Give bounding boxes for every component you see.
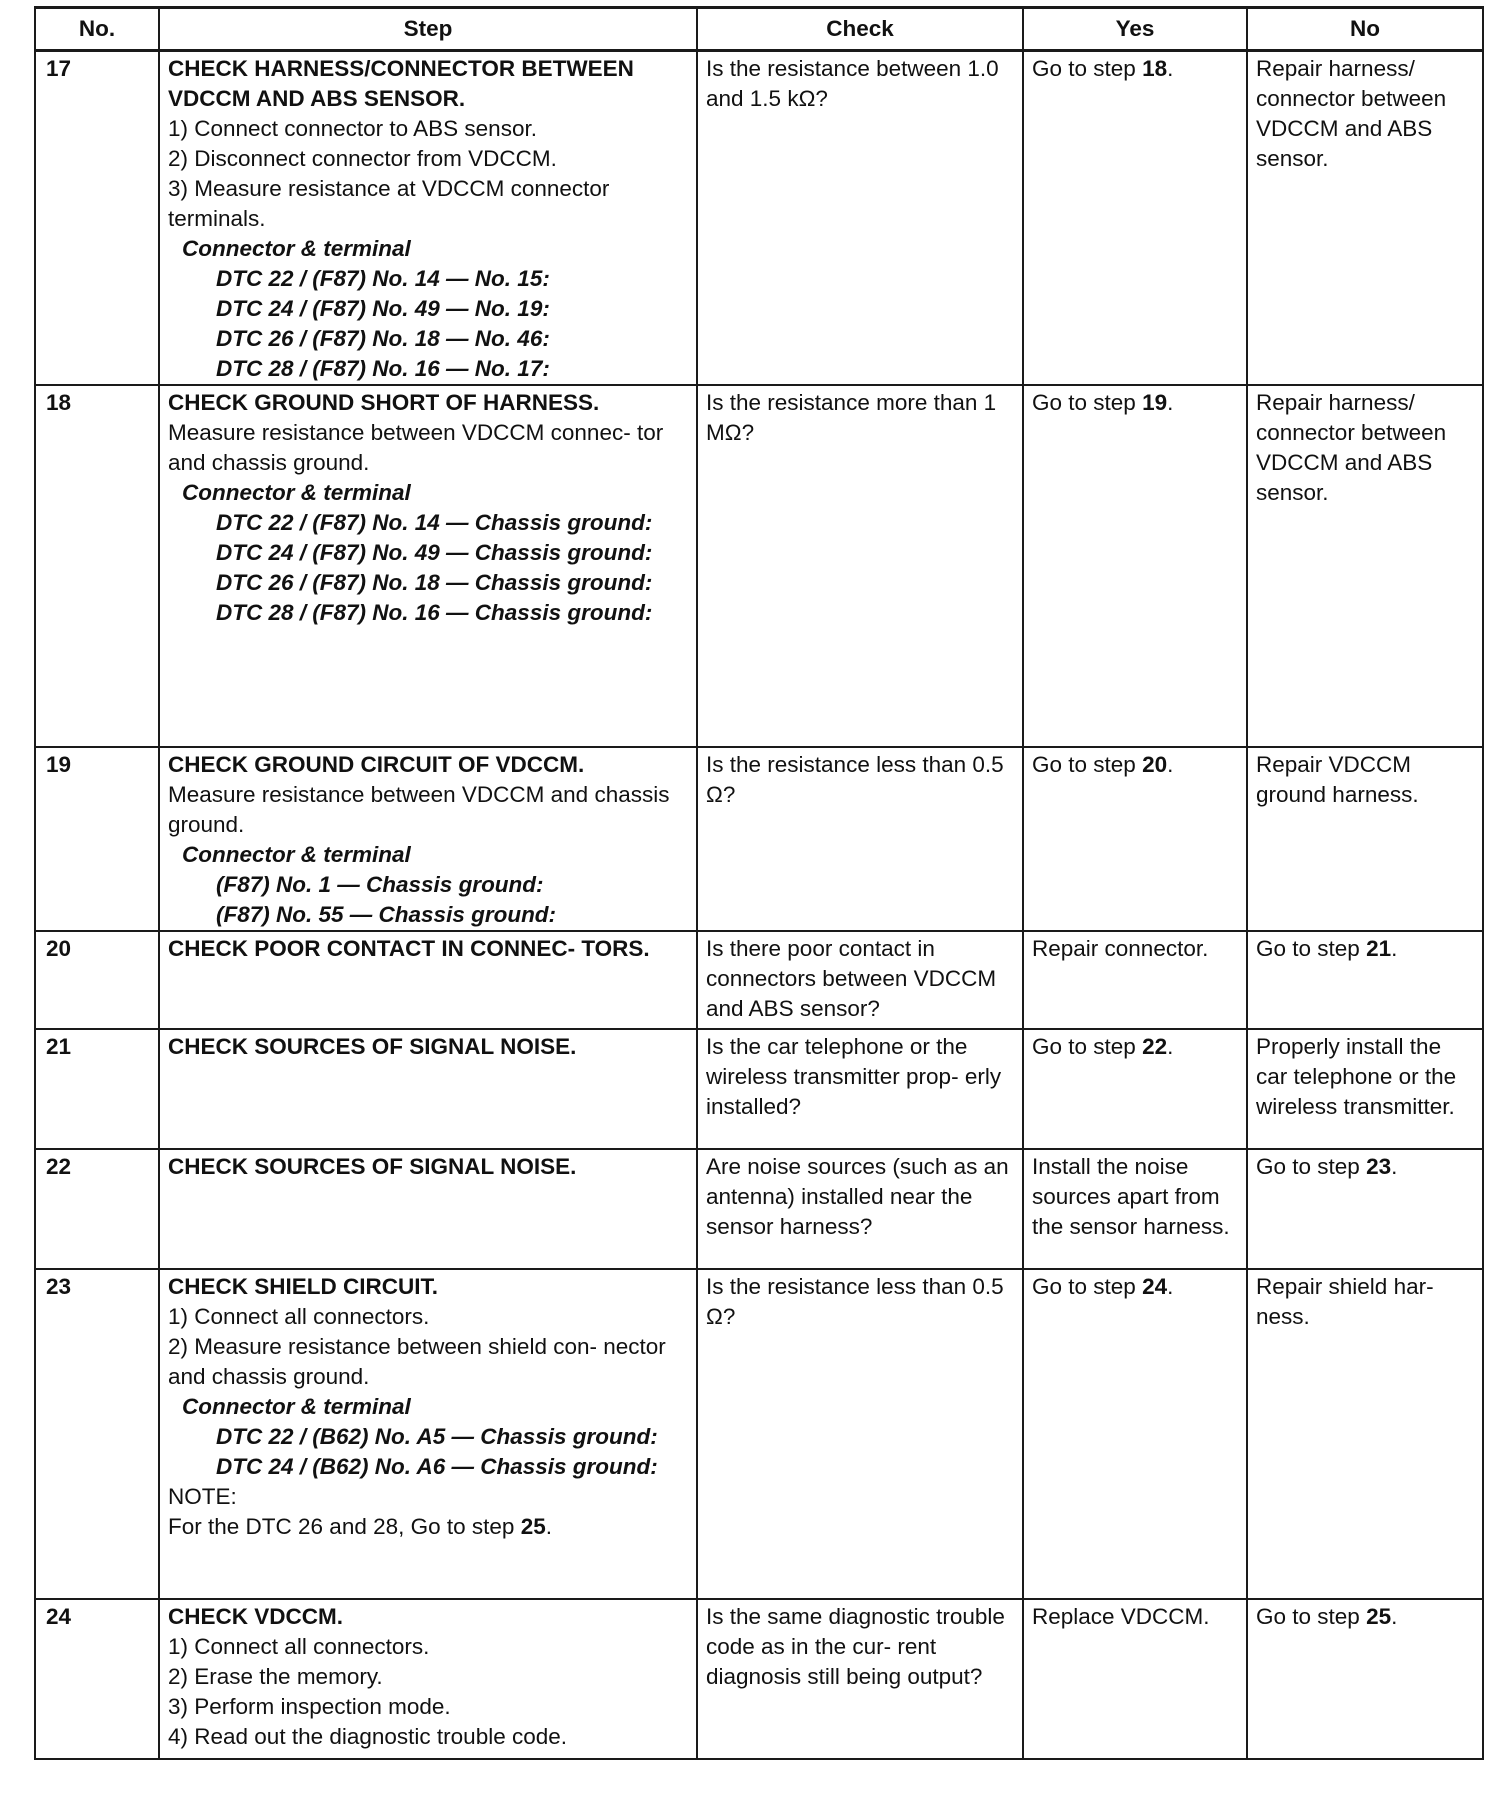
step-title: CHECK HARNESS/CONNECTOR BETWEEN VDCCM AND ABS SENSOR.: [168, 56, 634, 111]
check-cell: Is the car telephone or the wireless transmitter prop- erly installed?: [697, 1029, 1023, 1149]
no-cell: [1247, 1149, 1483, 1269]
note-label: NOTE:: [168, 1484, 237, 1509]
yes-cell: Replace VDCCM.: [1023, 1599, 1247, 1759]
yes-text: Go to step: [1032, 390, 1143, 415]
connector-terminal-label: Connector & terminal: [182, 480, 411, 505]
terminal-line: DTC 24 / (B62) No. A6 — Chassis ground:: [216, 1454, 658, 1479]
no-cell: Repair VDCCM ground harness.: [1247, 747, 1483, 931]
no-step-ref: 21: [1366, 936, 1392, 961]
step-cell: [159, 51, 697, 386]
diagnostic-table: [34, 6, 1484, 1760]
terminal-line: DTC 24 / (F87) No. 49 — No. 19:: [216, 296, 550, 321]
step-cell: [159, 1269, 697, 1599]
no-end: .: [1391, 1604, 1398, 1629]
yes-end: .: [1167, 1274, 1174, 1299]
yes-text: Go to step: [1032, 1274, 1143, 1299]
step-cell: [159, 747, 697, 931]
step-cell: [159, 385, 697, 747]
no-end: .: [1391, 936, 1398, 961]
step-line: 3) Perform inspection mode.: [168, 1694, 451, 1719]
terminal-line: DTC 22 / (F87) No. 14 — No. 15:: [216, 266, 550, 291]
check-cell: Is the same diagnostic trouble code as in the cur- rent diagnosis still being output?: [697, 1599, 1023, 1759]
step-title: CHECK SOURCES OF SIGNAL NOISE.: [168, 1154, 577, 1179]
yes-step-ref: 24: [1142, 1274, 1168, 1299]
step-title: CHECK VDCCM.: [168, 1604, 344, 1629]
step-line: Measure resistance between VDCCM and chassis ground.: [168, 782, 670, 837]
terminal-line: DTC 24 / (F87) No. 49 — Chassis ground:: [216, 540, 653, 565]
header-no: No.: [35, 8, 159, 51]
no-cell: Properly install the car telephone or the wireless transmitter.: [1247, 1029, 1483, 1149]
step-line: 2) Disconnect connector from VDCCM.: [168, 146, 557, 171]
step-title: CHECK POOR CONTACT IN CONNEC- TORS.: [168, 936, 650, 961]
yes-step-ref: 19: [1142, 390, 1168, 415]
note-step-ref: 25: [520, 1514, 546, 1539]
check-cell: Is the resistance less than 0.5 Ω?: [697, 747, 1023, 931]
step-line: 2) Erase the memory.: [168, 1664, 383, 1689]
step-line: 1) Connect all connectors.: [168, 1634, 430, 1659]
yes-end: .: [1167, 56, 1174, 81]
no-text: Go to step: [1256, 936, 1367, 961]
yes-end: .: [1167, 390, 1174, 415]
step-number: 20: [35, 931, 159, 1029]
yes-step-ref: 18: [1142, 56, 1168, 81]
connector-terminal-label: Connector & terminal: [182, 236, 411, 261]
header-yes: Yes: [1023, 8, 1247, 51]
step-number: 21: [35, 1029, 159, 1149]
yes-text: Go to step: [1032, 56, 1143, 81]
no-cell: Repair harness/ connector between VDCCM and ABS sensor.: [1247, 385, 1483, 747]
step-line: 1) Connect connector to ABS sensor.: [168, 116, 537, 141]
header-check: Check: [697, 8, 1023, 51]
step-cell: [159, 931, 697, 1029]
terminal-line: DTC 28 / (F87) No. 16 — Chassis ground:: [216, 600, 653, 625]
no-end: .: [1391, 1154, 1398, 1179]
terminal-line: DTC 22 / (B62) No. A5 — Chassis ground:: [216, 1424, 658, 1449]
yes-cell: Install the noise sources apart from the sensor harness.: [1023, 1149, 1247, 1269]
step-cell: [159, 1599, 697, 1759]
table-row: [35, 1599, 1483, 1759]
yes-cell: [1023, 385, 1247, 747]
yes-cell: [1023, 1029, 1247, 1149]
check-cell: Is the resistance more than 1 MΩ?: [697, 385, 1023, 747]
yes-cell: [1023, 51, 1247, 386]
step-number: 18: [35, 385, 159, 747]
terminal-line: DTC 26 / (F87) No. 18 — Chassis ground:: [216, 570, 653, 595]
step-number: 17: [35, 51, 159, 386]
step-cell: [159, 1149, 697, 1269]
step-line: 1) Connect all connectors.: [168, 1304, 430, 1329]
no-cell: Repair shield har- ness.: [1247, 1269, 1483, 1599]
yes-cell: [1023, 1269, 1247, 1599]
check-cell: Is the resistance less than 0.5 Ω?: [697, 1269, 1023, 1599]
step-line: 2) Measure resistance between shield con- nector and chassis ground.: [168, 1334, 666, 1389]
terminal-line: (F87) No. 55 — Chassis ground:: [216, 902, 557, 927]
table-row: [35, 51, 1483, 386]
yes-end: .: [1167, 752, 1174, 777]
terminal-line: DTC 28 / (F87) No. 16 — No. 17:: [216, 356, 550, 381]
no-text: Go to step: [1256, 1604, 1367, 1629]
no-text: Go to step: [1256, 1154, 1367, 1179]
yes-end: .: [1167, 1034, 1174, 1059]
table-header-row: [35, 8, 1483, 51]
table-row: [35, 931, 1483, 1029]
step-line: 4) Read out the diagnostic trouble code.: [168, 1724, 568, 1749]
step-title: CHECK SHIELD CIRCUIT.: [168, 1274, 439, 1299]
step-cell: [159, 1029, 697, 1149]
connector-terminal-label: Connector & terminal: [182, 1394, 411, 1419]
check-cell: Is there poor contact in connectors between VDCCM and ABS sensor?: [697, 931, 1023, 1029]
step-number: 22: [35, 1149, 159, 1269]
step-title: CHECK GROUND CIRCUIT OF VDCCM.: [168, 752, 585, 777]
step-number: 19: [35, 747, 159, 931]
step-line: Measure resistance between VDCCM connec- tor and chassis ground.: [168, 420, 664, 475]
yes-cell: [1023, 747, 1247, 931]
note-text: For the DTC 26 and 28, Go to step: [168, 1514, 521, 1539]
connector-terminal-label: Connector & terminal: [182, 842, 411, 867]
no-cell: [1247, 931, 1483, 1029]
note-end: .: [545, 1514, 552, 1539]
header-no-answer: No: [1247, 8, 1483, 51]
table-row: [35, 1029, 1483, 1149]
table-row: [35, 385, 1483, 747]
terminal-line: DTC 22 / (F87) No. 14 — Chassis ground:: [216, 510, 653, 535]
step-number: 23: [35, 1269, 159, 1599]
table-row: [35, 1269, 1483, 1599]
check-cell: Is the resistance between 1.0 and 1.5 kΩ?: [697, 51, 1023, 386]
no-cell: [1247, 1599, 1483, 1759]
table-row: [35, 1149, 1483, 1269]
terminal-line: (F87) No. 1 — Chassis ground:: [216, 872, 544, 897]
no-step-ref: 23: [1366, 1154, 1392, 1179]
step-title: CHECK GROUND SHORT OF HARNESS.: [168, 390, 600, 415]
terminal-line: DTC 26 / (F87) No. 18 — No. 46:: [216, 326, 550, 351]
step-line: 3) Measure resistance at VDCCM connector terminals.: [168, 176, 610, 231]
yes-step-ref: 20: [1142, 752, 1168, 777]
yes-step-ref: 22: [1142, 1034, 1168, 1059]
check-cell: Are noise sources (such as an antenna) installed near the sensor harness?: [697, 1149, 1023, 1269]
yes-cell: Repair connector.: [1023, 931, 1247, 1029]
no-cell: Repair harness/ connector between VDCCM and ABS sensor.: [1247, 51, 1483, 386]
no-step-ref: 25: [1366, 1604, 1392, 1629]
table-row: [35, 747, 1483, 931]
header-step: Step: [159, 8, 697, 51]
step-number: 24: [35, 1599, 159, 1759]
note-line: [168, 1512, 690, 1542]
yes-text: Go to step: [1032, 1034, 1143, 1059]
yes-text: Go to step: [1032, 752, 1143, 777]
step-title: CHECK SOURCES OF SIGNAL NOISE.: [168, 1034, 577, 1059]
